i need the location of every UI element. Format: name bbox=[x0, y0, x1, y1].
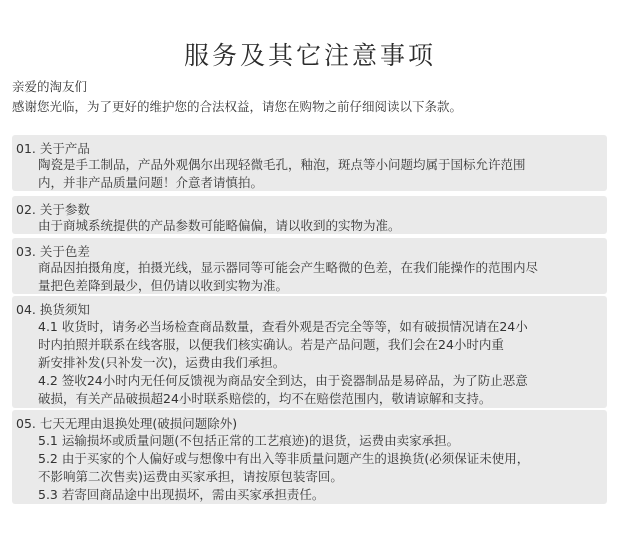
section-heading: 05. 七天无理由退换处理(破损问题除外) bbox=[16, 416, 238, 431]
section-line: 由于商城系统提供的产品参数可能略偏偏，请以收到的实物为准。 bbox=[38, 218, 401, 233]
section-line: 破损，有关产品破损超24小时联系赔偿的，均不在赔偿范围内，敬请谅解和支持。 bbox=[38, 391, 492, 406]
section-line: 陶瓷是手工制品，产品外观偶尔出现轻微毛孔，釉泡，斑点等小问题均属于国标允许范围 bbox=[38, 157, 526, 172]
intro-text: 感谢您光临，为了更好的维护您的合法权益，请您在购物之前仔细阅读以下条款。 bbox=[12, 99, 463, 114]
section-line: 量把色差降到最少，但仍请以收到实物为准。 bbox=[38, 278, 289, 293]
section-line: 内，并非产品质量问题！介意者请慎拍。 bbox=[38, 175, 264, 190]
greeting: 亲爱的淘友们 bbox=[12, 79, 88, 94]
section-line: 5.2 由于买家的个人偏好或与想像中有出入等非质量问题产生的退换货(必须保证未使用， bbox=[38, 451, 530, 466]
section-about-params bbox=[12, 196, 607, 234]
section-line: 5.3 若寄回商品途中出现损坏，需由买家承担责任。 bbox=[38, 487, 325, 502]
section-line: 4.1 收货时，请务必当场检查商品数量，查看外观是否完全等等，如有破损情况请在24小 bbox=[38, 319, 528, 334]
section-line: 不影响第二次售卖)运费由买家承担，请按原包装寄回。 bbox=[38, 469, 343, 484]
section-about-color-difference bbox=[12, 238, 607, 294]
section-heading: 04. 换货须知 bbox=[16, 302, 90, 317]
section-line: 4.2 签收24小时内无任何反馈视为商品安全到达，由于瓷器制品是易碎品，为了防止恶意 bbox=[38, 373, 528, 388]
section-line: 商品因拍摄角度，拍摄光线，显示器同等可能会产生略微的色差，在我们能操作的范围内尽 bbox=[38, 260, 539, 275]
section-heading: 03. 关于色差 bbox=[16, 244, 90, 259]
section-exchange-notes bbox=[12, 296, 607, 408]
section-line: 时内拍照并联系在线客服，以便我们核实确认。若是产品问题，我们会在24小时内重 bbox=[38, 337, 504, 352]
section-line: 5.1 运输损坏或质量问题(不包括正常的工艺痕迹)的退货，运费由卖家承担。 bbox=[38, 433, 460, 448]
section-seven-day-return bbox=[12, 410, 607, 504]
section-about-product bbox=[12, 135, 607, 191]
section-heading: 01. 关于产品 bbox=[16, 141, 90, 156]
section-line: 新安排补发(只补发一次)，运费由我们承担。 bbox=[38, 355, 286, 370]
section-heading: 02. 关于参数 bbox=[16, 202, 90, 217]
page-title: 服务及其它注意事项 bbox=[183, 41, 436, 70]
